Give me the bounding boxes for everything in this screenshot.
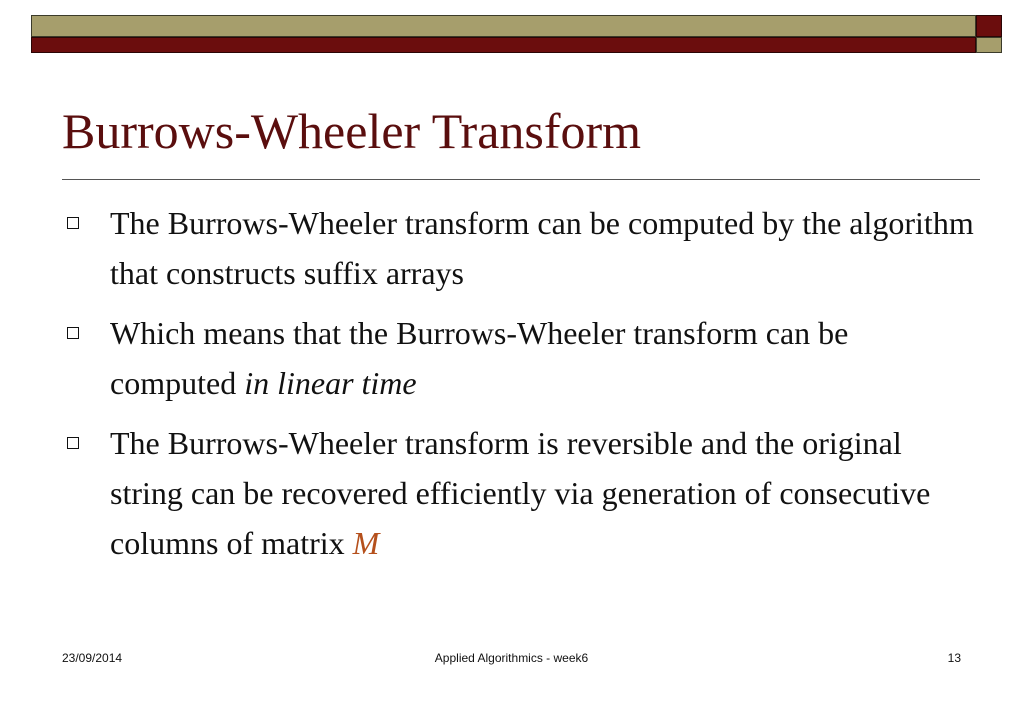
footer-course: Applied Algorithmics - week6 <box>434 651 589 665</box>
header-band-olive <box>31 15 976 37</box>
header-corner-square-olive <box>976 37 1002 53</box>
bullet-text: The Burrows-Wheeler transform can be computed by the algorithm that constructs suffix arrays <box>110 205 974 291</box>
bullet-emphasis-matrix: M <box>352 525 380 561</box>
footer-date: 23/09/2014 <box>62 651 123 665</box>
footer-page-number: 13 <box>947 651 961 665</box>
square-bullet-icon <box>67 327 79 339</box>
bullet-text: The Burrows-Wheeler transform is reversible and the original string can be recovered efficiently via generation of consecutive columns of matrix <box>110 425 931 561</box>
slide-title: Burrows-Wheeler Transform <box>62 103 642 159</box>
square-bullet-icon <box>67 217 79 229</box>
bullet-text: Which means that the Burrows-Wheeler transform can be computed <box>110 315 849 401</box>
bullet-list <box>62 198 982 578</box>
bullet-emphasis: in linear time <box>244 365 417 401</box>
header-band-maroon <box>31 37 976 53</box>
bullet-item <box>62 418 982 568</box>
square-bullet-icon <box>67 437 79 449</box>
bullet-item <box>62 198 982 298</box>
header-corner-square-maroon <box>976 15 1002 37</box>
title-divider <box>62 179 980 180</box>
bullet-item <box>62 308 982 408</box>
